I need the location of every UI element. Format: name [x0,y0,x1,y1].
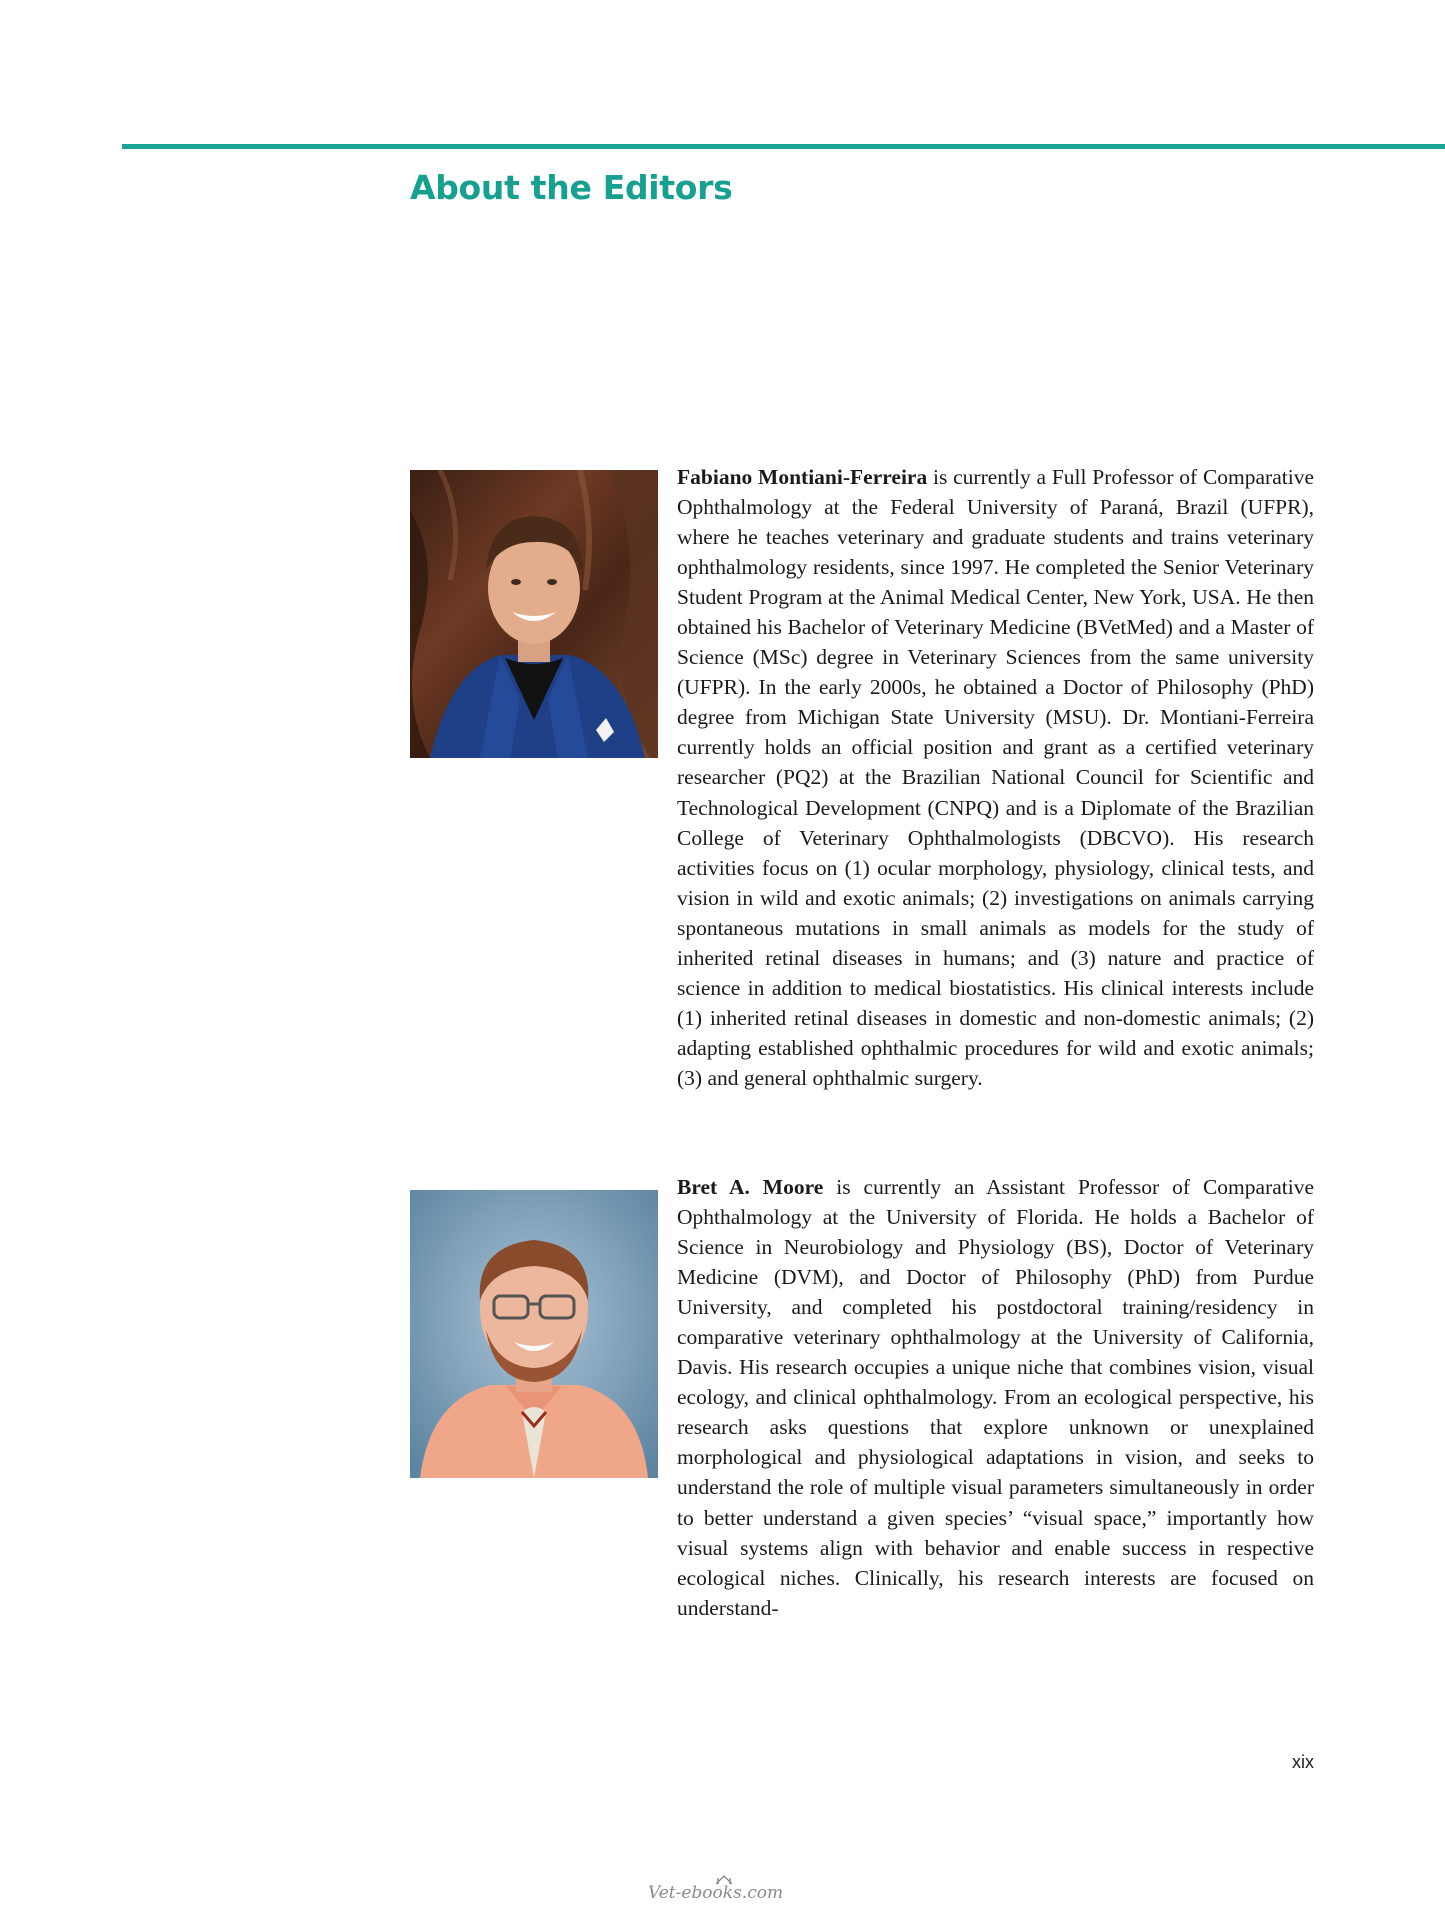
editor-2-portrait [410,1190,658,1478]
header-rule [122,144,1445,149]
editor-1-portrait [410,470,658,758]
editor-2-bio-text: is currently an Assistant Professor of Comparative Ophthalmology at the University of Florida. He holds a Bachelor of Science in Neurobiology and Physiology (BS), Doctor of Veterinary Medicine (DVM), and Doctor of Philosophy (PhD) from Purdue University, and completed his postdoctoral training/residency in comparative veterinary ophthalmology at the University of California, Davis. His research occupies a unique niche that combines vision, visual ecology, and clinical ophthalmology. From an ecological perspective, his research asks questions that explore unknown or unexplained morphological and physiological adaptations in vision, and seeks to understand the role of multiple visual parameters simultaneously in order to better understand a given species’ “visual space,” importantly how visual systems align with behavior and enable success in respective ecological niches. Clinically, his research interests are focused on understand- [677,1175,1315,1620]
page-number: xix [1292,1752,1314,1772]
editor-1-bio-text: is currently a Full Professor of Comparative Ophthalmology at the Federal University of Paraná, Brazil (UFPR), where he teaches veterinary and graduate students and trains veterinary ophthalmology residents, since 1997. He completed the Senior Veterinary Student Program at the Animal Medical Center, New York, USA. He then obtained his Bachelor of Veterinary Medicine (BVetMed) and a Master of Science (MSc) degree in Veterinary Sciences from the same university (UFPR). In the early 2000s, he obtained a Doctor of Philosophy (PhD) degree from Michigan State University (MSU). Dr. Montiani-Ferreira currently holds an official position and grant as a certified veterinary researcher (PQ2) at the Brazilian National Council for Scientific and Technological Development (CNPQ) and is a Diplomate of the Brazilian College of Veterinary Ophthalmologists (DBCVO). His research activities focus on (1) ocular morphology, physiology, clinical tests, and vision in wild and exotic animals; (2) investigations on animals carrying spontaneous mutations in small animals as models for the study of inherited retinal diseases in humans; and (3) nature and practice of science in addition to medical biostatistics. His clinical interests include (1) inherited retinal diseases in domestic and non-domestic animals; (2) adapting established ophthalmic procedures for wild and exotic animals; (3) and general ophthalmic surgery. [677,465,1314,1090]
watermark-text: Vet-ebooks.com [648,1883,784,1903]
editor-2-name: Bret A. Moore [677,1175,824,1199]
page-title: About the Editors [410,168,733,207]
editor-1-bio [677,462,1314,1093]
editor-1-name: Fabiano Montiani-Ferreira [677,465,928,489]
watermark-logo [646,1872,796,1904]
editor-2-bio [677,1172,1314,1623]
